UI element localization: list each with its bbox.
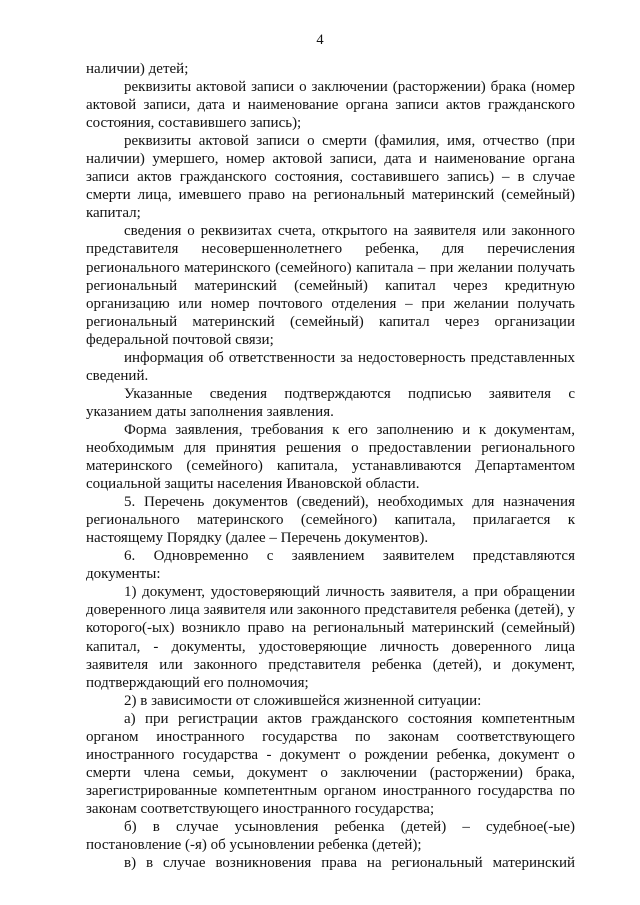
paragraph: Форма заявления, требования к его заполнению и к документам, необходимым для принятия решения о предоставлении регионального материнского (семейного) капитала, устанавливаются Департаментом социальной защиты населения Ивановской области. [86, 421, 575, 493]
paragraph: 5. Перечень документов (сведений), необходимых для назначения регионального материнского (семейного) капитала, прилагается к настоящему Порядку (далее – Перечень документов). [86, 494, 575, 547]
paragraph: 2) в зависимости от сложившейся жизненной ситуации: [124, 692, 482, 709]
paragraph: 6. Одновременно с заявлением заявителем представляются документы: [86, 548, 575, 583]
paragraph: Указанные сведения подтверждаются подписью заявителя с указанием даты заполнения заявления. [86, 385, 575, 420]
paragraph: наличии) детей; [86, 61, 189, 77]
paragraph: б) в случае усыновления ребенка (детей) – судебное(-ые) постановление (-я) об усыновлении ребенка (детей); [86, 818, 575, 854]
paragraph: информация об ответственности за недостоверность представленных сведений. [86, 349, 575, 384]
paragraph: сведения о реквизитах счета, открытого на заявителя или законного представителя несовершеннолетнего ребенка, для перечисления регионального материнского (семейного) капитала – при желании получать региональный материнский (семейный) капитал через кредитную организацию или номер почтового отделения – при желании получать региональный материнский (семейный) капитал через организации федеральной почтовой связи; [86, 223, 575, 348]
paragraph: а) при регистрации актов гражданского состояния компетентным органом иностранного государства по законам соответствующего иностранного государства - документ о рождении ребенка, документ о смерти члена семьи, документ о заключении (расторжении) брака, зарегистрированные компетентным органом иностранного государства по законам соответствующего иностранного государства; [86, 710, 575, 817]
document-body [86, 60, 575, 872]
paragraph: реквизиты актовой записи о заключении (расторжении) брака (номер актовой записи, дата и наименование органа записи актов гражданского состояния, составившего запись); [86, 79, 575, 132]
paragraph: 1) документ, удостоверяющий личность заявителя, а при обращении доверенного лица заявителя или законного представителя ребенка (детей), у которого(-ых) возникло право на региональный материнский (семейный) капитал, - документы, удостоверяющие личность доверенного лица заявителя или законного представителя ребенка (детей), и документ, подтверждающий его полномочия; [86, 584, 575, 691]
page-number: 4 [316, 32, 324, 48]
paragraph: реквизиты актовой записи о смерти (фамилия, имя, отчество (при наличии) умершего, номер актовой записи, дата и наименование органа записи актов гражданского состояния, составившего запись) – в случае смерти лица, имевшего право на региональный материнский (семейный) капитал; [86, 133, 575, 222]
paragraph: в) в случае возникновения права на региональный материнский [124, 855, 575, 872]
